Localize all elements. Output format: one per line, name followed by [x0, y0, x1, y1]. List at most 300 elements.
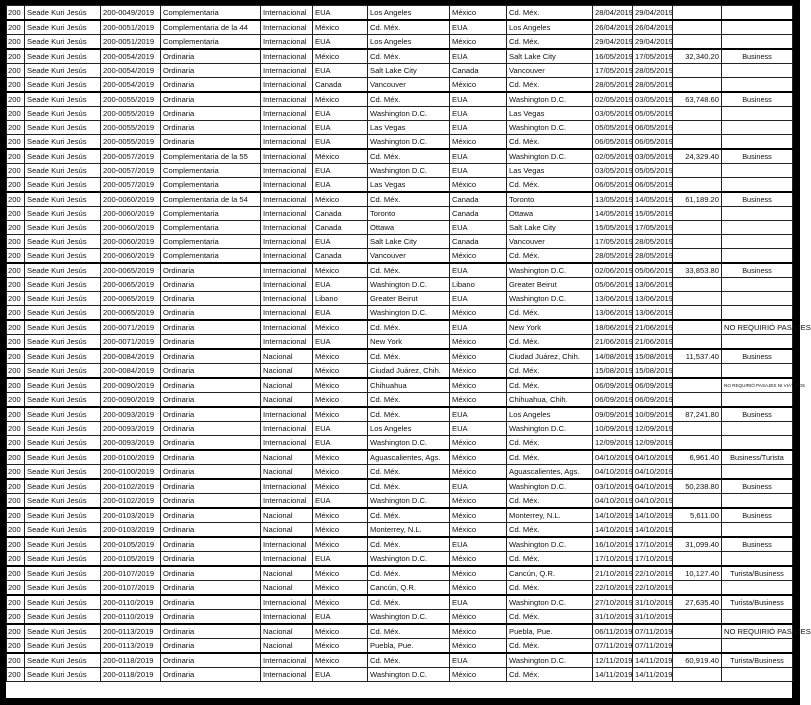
destination-country-cell: EUA	[450, 653, 507, 668]
departure-date-cell: 14/10/2019	[593, 523, 633, 538]
origin-country-cell: EUA	[313, 278, 368, 292]
index-cell: 200	[7, 595, 25, 610]
name-cell: Seade Kuri Jesús	[25, 508, 101, 523]
departure-date-cell: 12/11/2019	[593, 653, 633, 668]
scope-cell: Internacional	[261, 653, 313, 668]
folio-cell: 200-0060/2019	[101, 235, 161, 249]
table-body	[7, 6, 811, 682]
scope-cell: Nacional	[261, 465, 313, 480]
amount-cell	[673, 35, 722, 50]
name-cell: Seade Kuri Jesús	[25, 653, 101, 668]
index-cell: 200	[7, 465, 25, 480]
name-cell: Seade Kuri Jesús	[25, 668, 101, 682]
amount-cell: 31,099.40	[673, 537, 722, 552]
origin-city-cell: Cd. Méx.	[368, 508, 450, 523]
name-cell: Seade Kuri Jesús	[25, 107, 101, 121]
folio-cell: 200-0051/2019	[101, 20, 161, 35]
index-cell: 200	[7, 149, 25, 164]
index-cell: 200	[7, 523, 25, 538]
destination-country-cell: México	[450, 35, 507, 50]
destination-city-cell: Aguascalientes, Ags.	[507, 465, 593, 480]
scope-cell: Nacional	[261, 450, 313, 465]
class-cell	[722, 335, 793, 350]
departure-date-cell: 31/10/2019	[593, 610, 633, 625]
table-row	[7, 552, 793, 567]
destination-country-cell: EUA	[450, 49, 507, 64]
destination-city-cell: Salt Lake City	[507, 49, 593, 64]
class-cell	[722, 465, 793, 480]
destination-city-cell: Cancún, Q.R.	[507, 566, 593, 581]
table-row	[7, 335, 793, 350]
destination-country-cell: EUA	[450, 20, 507, 35]
table-row	[7, 639, 793, 654]
folio-cell: 200-0057/2019	[101, 178, 161, 193]
travel-records-table	[6, 5, 811, 682]
amount-cell	[673, 292, 722, 306]
amount-cell	[673, 235, 722, 249]
class-cell	[722, 523, 793, 538]
commission-type-cell: Ordinaria	[161, 465, 261, 480]
return-date-cell: 14/11/2019	[633, 653, 673, 668]
origin-city-cell: Cd. Méx.	[368, 393, 450, 408]
origin-country-cell: EUA	[313, 135, 368, 150]
destination-country-cell: México	[450, 566, 507, 581]
origin-country-cell: México	[313, 639, 368, 654]
class-cell	[722, 35, 793, 50]
folio-cell: 200-0055/2019	[101, 107, 161, 121]
origin-country-cell: México	[313, 378, 368, 393]
return-date-cell: 17/10/2019	[633, 552, 673, 567]
return-date-cell: 14/10/2019	[633, 523, 673, 538]
origin-city-cell: Cd. Méx.	[368, 320, 450, 335]
departure-date-cell: 27/10/2019	[593, 595, 633, 610]
index-cell: 200	[7, 653, 25, 668]
name-cell: Seade Kuri Jesús	[25, 610, 101, 625]
amount-cell	[673, 135, 722, 150]
amount-cell	[673, 378, 722, 393]
table-row	[7, 92, 793, 107]
name-cell: Seade Kuri Jesús	[25, 465, 101, 480]
commission-type-cell: Ordinaria	[161, 49, 261, 64]
scope-cell: Internacional	[261, 121, 313, 135]
amount-cell	[673, 335, 722, 350]
origin-country-cell: México	[313, 49, 368, 64]
class-cell	[722, 235, 793, 249]
class-cell: Business	[722, 537, 793, 552]
folio-cell: 200-0065/2019	[101, 263, 161, 278]
departure-date-cell: 16/05/2019	[593, 49, 633, 64]
origin-city-cell: Cd. Méx.	[368, 566, 450, 581]
scope-cell: Nacional	[261, 364, 313, 379]
class-cell	[722, 422, 793, 436]
commission-type-cell: Ordinaria	[161, 64, 261, 78]
destination-country-cell: EUA	[450, 422, 507, 436]
index-cell: 200	[7, 552, 25, 567]
amount-cell	[673, 121, 722, 135]
destination-country-cell: México	[450, 249, 507, 264]
class-cell: Turista/Business	[722, 653, 793, 668]
origin-country-cell: México	[313, 407, 368, 422]
amount-cell: 87,241.80	[673, 407, 722, 422]
departure-date-cell: 12/09/2019	[593, 436, 633, 451]
folio-cell: 200-0107/2019	[101, 581, 161, 596]
folio-cell: 200-0093/2019	[101, 407, 161, 422]
name-cell: Seade Kuri Jesús	[25, 436, 101, 451]
table-row	[7, 465, 793, 480]
return-date-cell: 29/04/2019	[633, 35, 673, 50]
index-cell: 200	[7, 164, 25, 178]
return-date-cell: 05/06/2019	[633, 263, 673, 278]
class-cell	[722, 178, 793, 193]
index-cell: 200	[7, 624, 25, 639]
destination-city-cell: Ciudad Juárez, Chih.	[507, 349, 593, 364]
document-sheet	[6, 5, 811, 698]
origin-city-cell: Monterrey, N.L.	[368, 523, 450, 538]
origin-city-cell: Cancún, Q.R.	[368, 581, 450, 596]
table-row	[7, 349, 793, 364]
commission-type-cell: Ordinaria	[161, 349, 261, 364]
origin-country-cell: EUA	[313, 35, 368, 50]
destination-city-cell: Toronto	[507, 192, 593, 207]
class-cell: Business	[722, 508, 793, 523]
name-cell: Seade Kuri Jesús	[25, 552, 101, 567]
destination-country-cell: EUA	[450, 595, 507, 610]
scope-cell: Internacional	[261, 221, 313, 235]
folio-cell: 200-0054/2019	[101, 49, 161, 64]
name-cell: Seade Kuri Jesús	[25, 278, 101, 292]
departure-date-cell: 03/05/2019	[593, 164, 633, 178]
amount-cell	[673, 107, 722, 121]
departure-date-cell: 03/05/2019	[593, 107, 633, 121]
origin-country-cell: EUA	[313, 121, 368, 135]
table-row	[7, 508, 793, 523]
amount-cell: 33,853.80	[673, 263, 722, 278]
amount-cell	[673, 278, 722, 292]
departure-date-cell: 15/08/2019	[593, 364, 633, 379]
scope-cell: Internacional	[261, 494, 313, 509]
scope-cell: Internacional	[261, 149, 313, 164]
scope-cell: Nacional	[261, 393, 313, 408]
class-cell: Business	[722, 263, 793, 278]
index-cell: 200	[7, 78, 25, 93]
index-cell: 200	[7, 107, 25, 121]
destination-city-cell: Los Angeles	[507, 20, 593, 35]
destination-city-cell: Washington D.C.	[507, 422, 593, 436]
folio-cell: 200-0060/2019	[101, 207, 161, 221]
index-cell: 200	[7, 121, 25, 135]
commission-type-cell: Complementaria	[161, 35, 261, 50]
table-row	[7, 20, 793, 35]
amount-cell	[673, 624, 722, 639]
table-row	[7, 479, 793, 494]
destination-city-cell: Cd. Méx.	[507, 178, 593, 193]
folio-cell: 200-0057/2019	[101, 164, 161, 178]
amount-cell: 11,537.40	[673, 349, 722, 364]
departure-date-cell: 17/05/2019	[593, 64, 633, 78]
commission-type-cell: Complementaria	[161, 249, 261, 264]
origin-city-cell: Cd. Méx.	[368, 92, 450, 107]
scope-cell: Internacional	[261, 610, 313, 625]
origin-country-cell: EUA	[313, 668, 368, 682]
index-cell: 200	[7, 278, 25, 292]
return-date-cell: 21/06/2019	[633, 320, 673, 335]
scope-cell: Nacional	[261, 624, 313, 639]
index-cell: 200	[7, 422, 25, 436]
origin-country-cell: Canada	[313, 249, 368, 264]
scope-cell: Nacional	[261, 639, 313, 654]
class-cell	[722, 78, 793, 93]
return-date-cell: 04/10/2019	[633, 494, 673, 509]
destination-country-cell: EUA	[450, 537, 507, 552]
index-cell: 200	[7, 581, 25, 596]
name-cell: Seade Kuri Jesús	[25, 178, 101, 193]
name-cell: Seade Kuri Jesús	[25, 349, 101, 364]
class-cell	[722, 20, 793, 35]
class-cell	[722, 436, 793, 451]
return-date-cell: 12/09/2019	[633, 436, 673, 451]
destination-city-cell: Ottawa	[507, 207, 593, 221]
name-cell: Seade Kuri Jesús	[25, 624, 101, 639]
departure-date-cell: 02/05/2019	[593, 149, 633, 164]
destination-country-cell: México	[450, 78, 507, 93]
origin-city-cell: Los Angeles	[368, 35, 450, 50]
class-cell	[722, 249, 793, 264]
scope-cell: Nacional	[261, 523, 313, 538]
origin-city-cell: Greater Beirut	[368, 292, 450, 306]
folio-cell: 200-0051/2019	[101, 35, 161, 50]
amount-cell: 5,611.00	[673, 508, 722, 523]
folio-cell: 200-0065/2019	[101, 292, 161, 306]
origin-city-cell: Cd. Méx.	[368, 407, 450, 422]
index-cell: 200	[7, 49, 25, 64]
return-date-cell: 15/05/2019	[633, 207, 673, 221]
table-row	[7, 263, 793, 278]
name-cell: Seade Kuri Jesús	[25, 378, 101, 393]
return-date-cell: 13/06/2019	[633, 278, 673, 292]
amount-cell	[673, 20, 722, 35]
name-cell: Seade Kuri Jesús	[25, 407, 101, 422]
table-row	[7, 49, 793, 64]
departure-date-cell: 14/05/2019	[593, 207, 633, 221]
departure-date-cell: 04/10/2019	[593, 494, 633, 509]
amount-cell	[673, 393, 722, 408]
commission-type-cell: Ordinaria	[161, 668, 261, 682]
destination-country-cell: México	[450, 668, 507, 682]
destination-country-cell: México	[450, 552, 507, 567]
commission-type-cell: Ordinaria	[161, 624, 261, 639]
departure-date-cell: 13/05/2019	[593, 192, 633, 207]
commission-type-cell: Ordinaria	[161, 581, 261, 596]
destination-city-cell: New York	[507, 320, 593, 335]
return-date-cell: 10/09/2019	[633, 407, 673, 422]
name-cell: Seade Kuri Jesús	[25, 595, 101, 610]
return-date-cell: 28/05/2019	[633, 249, 673, 264]
amount-cell	[673, 436, 722, 451]
destination-city-cell: Cd. Méx.	[507, 135, 593, 150]
class-cell: Business	[722, 479, 793, 494]
departure-date-cell: 06/05/2019	[593, 178, 633, 193]
name-cell: Seade Kuri Jesús	[25, 335, 101, 350]
destination-city-cell: Cd. Méx.	[507, 552, 593, 567]
scope-cell: Internacional	[261, 35, 313, 50]
origin-country-cell: México	[313, 320, 368, 335]
name-cell: Seade Kuri Jesús	[25, 78, 101, 93]
commission-type-cell: Ordinaria	[161, 479, 261, 494]
scope-cell: Internacional	[261, 107, 313, 121]
origin-country-cell: EUA	[313, 610, 368, 625]
origin-country-cell: EUA	[313, 494, 368, 509]
scope-cell: Nacional	[261, 378, 313, 393]
table-row	[7, 450, 793, 465]
amount-cell: 60,919.40	[673, 653, 722, 668]
table-row	[7, 407, 793, 422]
commission-type-cell: Complementaria	[161, 164, 261, 178]
commission-type-cell: Ordinaria	[161, 422, 261, 436]
return-date-cell: 28/05/2019	[633, 235, 673, 249]
origin-city-cell: Cd. Méx.	[368, 537, 450, 552]
index-cell: 200	[7, 364, 25, 379]
commission-type-cell: Ordinaria	[161, 263, 261, 278]
departure-date-cell: 16/10/2019	[593, 537, 633, 552]
table-row	[7, 566, 793, 581]
scope-cell: Internacional	[261, 64, 313, 78]
origin-country-cell: México	[313, 523, 368, 538]
folio-cell: 200-0071/2019	[101, 320, 161, 335]
destination-city-cell: Puebla, Pue.	[507, 624, 593, 639]
table-row	[7, 221, 793, 235]
return-date-cell: 03/05/2019	[633, 149, 673, 164]
return-date-cell: 15/08/2019	[633, 364, 673, 379]
origin-city-cell: Las Vegas	[368, 121, 450, 135]
destination-city-cell: Vancouver	[507, 235, 593, 249]
destination-city-cell: Washington D.C.	[507, 149, 593, 164]
origin-city-cell: Ciudad Juárez, Chih.	[368, 364, 450, 379]
return-date-cell: 21/06/2019	[633, 335, 673, 350]
departure-date-cell: 09/09/2019	[593, 407, 633, 422]
amount-cell	[673, 494, 722, 509]
departure-date-cell: 15/05/2019	[593, 221, 633, 235]
destination-country-cell: México	[450, 494, 507, 509]
origin-country-cell: México	[313, 653, 368, 668]
origin-country-cell: México	[313, 479, 368, 494]
table-row	[7, 523, 793, 538]
destination-country-cell: EUA	[450, 121, 507, 135]
class-cell: NO REQUIRIÓ PASAJES	[722, 320, 793, 335]
scope-cell: Internacional	[261, 249, 313, 264]
destination-country-cell: Libano	[450, 278, 507, 292]
return-date-cell: 04/10/2019	[633, 465, 673, 480]
scope-cell: Internacional	[261, 135, 313, 150]
table-row	[7, 595, 793, 610]
destination-city-cell: Cd. Méx.	[507, 78, 593, 93]
name-cell: Seade Kuri Jesús	[25, 306, 101, 321]
class-cell	[722, 164, 793, 178]
origin-country-cell: EUA	[313, 178, 368, 193]
departure-date-cell: 02/05/2019	[593, 92, 633, 107]
index-cell: 200	[7, 668, 25, 682]
name-cell: Seade Kuri Jesús	[25, 320, 101, 335]
scope-cell: Internacional	[261, 235, 313, 249]
class-cell	[722, 292, 793, 306]
index-cell: 200	[7, 436, 25, 451]
commission-type-cell: Ordinaria	[161, 552, 261, 567]
amount-cell	[673, 178, 722, 193]
return-date-cell: 03/05/2019	[633, 92, 673, 107]
table-row	[7, 35, 793, 50]
index-cell: 200	[7, 306, 25, 321]
origin-city-cell: Cd. Méx.	[368, 624, 450, 639]
amount-cell	[673, 639, 722, 654]
origin-country-cell: EUA	[313, 164, 368, 178]
folio-cell: 200-0055/2019	[101, 135, 161, 150]
table-row	[7, 64, 793, 78]
amount-cell: 50,238.80	[673, 479, 722, 494]
amount-cell: 6,961.40	[673, 450, 722, 465]
table-row	[7, 364, 793, 379]
origin-city-cell: Cd. Méx.	[368, 192, 450, 207]
scope-cell: Internacional	[261, 306, 313, 321]
folio-cell: 200-0049/2019	[101, 6, 161, 21]
amount-cell	[673, 364, 722, 379]
class-cell	[722, 668, 793, 682]
destination-city-cell: Washington D.C.	[507, 263, 593, 278]
origin-country-cell: EUA	[313, 552, 368, 567]
amount-cell	[673, 64, 722, 78]
commission-type-cell: Ordinaria	[161, 653, 261, 668]
origin-city-cell: Los Angeles	[368, 422, 450, 436]
class-cell	[722, 610, 793, 625]
folio-cell: 200-0065/2019	[101, 278, 161, 292]
table-row	[7, 292, 793, 306]
origin-country-cell: EUA	[313, 107, 368, 121]
amount-cell	[673, 523, 722, 538]
name-cell: Seade Kuri Jesús	[25, 537, 101, 552]
destination-country-cell: Canada	[450, 64, 507, 78]
origin-city-cell: Vancouver	[368, 249, 450, 264]
destination-city-cell: Washington D.C.	[507, 479, 593, 494]
class-cell	[722, 581, 793, 596]
destination-country-cell: México	[450, 508, 507, 523]
name-cell: Seade Kuri Jesús	[25, 135, 101, 150]
folio-cell: 200-0060/2019	[101, 249, 161, 264]
scope-cell: Internacional	[261, 537, 313, 552]
origin-city-cell: Toronto	[368, 207, 450, 221]
folio-cell: 200-0057/2019	[101, 149, 161, 164]
class-cell	[722, 278, 793, 292]
origin-country-cell: Canada	[313, 78, 368, 93]
scope-cell: Internacional	[261, 278, 313, 292]
name-cell: Seade Kuri Jesús	[25, 249, 101, 264]
table-row	[7, 192, 793, 207]
origin-city-cell: Cd. Méx.	[368, 653, 450, 668]
return-date-cell: 14/11/2019	[633, 668, 673, 682]
destination-country-cell: México	[450, 349, 507, 364]
destination-country-cell: EUA	[450, 263, 507, 278]
commission-type-cell: Complementaria de la 54	[161, 192, 261, 207]
index-cell: 200	[7, 20, 25, 35]
destination-country-cell: México	[450, 335, 507, 350]
class-cell	[722, 64, 793, 78]
folio-cell: 200-0071/2019	[101, 335, 161, 350]
amount-cell	[673, 6, 722, 21]
return-date-cell: 13/06/2019	[633, 292, 673, 306]
amount-cell: 32,340.20	[673, 49, 722, 64]
departure-date-cell: 17/10/2019	[593, 552, 633, 567]
return-date-cell: 13/06/2019	[633, 306, 673, 321]
scope-cell: Nacional	[261, 566, 313, 581]
commission-type-cell: Complementaria	[161, 207, 261, 221]
destination-country-cell: México	[450, 639, 507, 654]
